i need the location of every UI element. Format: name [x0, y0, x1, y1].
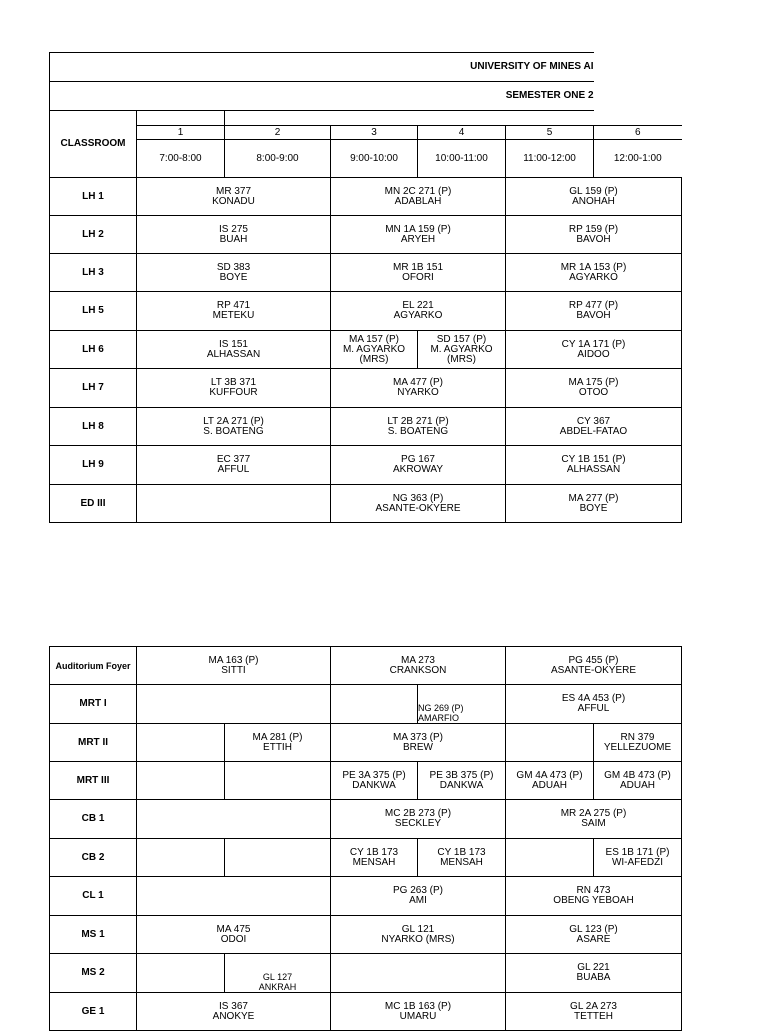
class-entry: SD 157 (P) M. AGYARKO (MRS) [430, 333, 493, 365]
table-row [50, 254, 682, 292]
class-entry: NG 363 (P) ASANTE-OKYERE [375, 492, 461, 514]
class-entry: PG 455 (P) ASANTE-OKYERE [550, 654, 637, 676]
table-row [50, 408, 682, 446]
period-time: 9:00-10:00 [331, 140, 418, 178]
class-entry: LT 2B 271 (P) S. BOATENG [387, 415, 449, 437]
class-entry: CY 1B 151 (P) ALHASSAN [561, 454, 626, 475]
class-entry: MC 2B 273 (P) SECKLEY [384, 808, 452, 829]
timetable-lower [49, 646, 682, 1031]
class-entry: RP 159 (P) BAVOH [568, 223, 619, 245]
class-entry: GL 2A 273 TETTEH [570, 1000, 617, 1022]
period-time: 11:00-12:00 [506, 140, 594, 178]
period-number: 1 [137, 126, 225, 140]
room-label: GE 1 [50, 993, 137, 1031]
class-entry: MA 281 (P) ETTIH [252, 731, 303, 753]
table-row [50, 954, 682, 993]
table-row [50, 647, 682, 685]
room-label: ED III [50, 485, 137, 523]
class-entry: GL 221 BUABA [576, 962, 611, 983]
period-time: 12:00-1:00 [594, 140, 682, 178]
class-entry: MA 277 (P) BOYE [568, 492, 619, 514]
table-row [50, 877, 682, 916]
class-entry: GL 123 (P) ASARE [569, 923, 618, 945]
class-entry: GL 127 ANKRAH [258, 972, 297, 992]
class-entry: IS 367 ANOKYE [212, 1000, 255, 1022]
period-number: 4 [418, 126, 506, 140]
class-entry: MN 2C 271 (P) ADABLAH [384, 185, 452, 207]
class-entry: MA 273 CRANKSON [389, 654, 447, 676]
class-entry: GL 121 NYARKO (MRS) [381, 923, 455, 945]
timetable-upper [49, 52, 682, 523]
class-entry: RN 379 YELLEZUOME [603, 731, 672, 753]
class-entry: MN 1A 159 (P) ARYEH [385, 223, 451, 245]
period-number: 5 [506, 126, 594, 140]
room-label: CB 1 [50, 800, 137, 839]
class-entry: SD 383 BOYE [216, 261, 251, 283]
table-row [50, 216, 682, 254]
period-time: 10:00-11:00 [418, 140, 506, 178]
class-entry: MR 1B 151 OFORI [392, 261, 444, 283]
class-entry: PG 263 (P) AMI [392, 885, 444, 906]
room-label: MRT III [50, 762, 137, 800]
class-entry: CY 1A 171 (P) AIDOO [561, 338, 626, 360]
class-entry: PE 3B 375 (P) DANKWA [429, 769, 494, 791]
class-entry: ES 1B 171 (P) WI-AFEDZI [605, 846, 670, 868]
class-entry: PG 167 AKROWAY [392, 454, 443, 475]
table-row [50, 331, 682, 369]
class-entry: MA 477 (P) NYARKO [392, 377, 444, 398]
class-entry: LT 3B 371 KUFFOUR [209, 377, 258, 398]
class-entry: MC 1B 163 (P) UMARU [384, 1000, 452, 1022]
table-row [50, 916, 682, 954]
table-row [50, 762, 682, 800]
table-row [50, 292, 682, 331]
class-entry: CY 1B 173 MENSAH [349, 846, 399, 868]
room-label: MRT II [50, 724, 137, 762]
class-entry: MA 175 (P) OTOO [568, 377, 619, 398]
class-entry: EL 221 AGYARKO [393, 300, 443, 321]
class-entry: IS 151 ALHASSAN [206, 338, 261, 360]
table-row [50, 839, 682, 877]
class-entry: NG 269 (P) AMARFIO [418, 703, 464, 723]
table-row [50, 685, 682, 724]
university-title: UNIVERSITY OF MINES AI [50, 53, 594, 82]
room-label: LH 2 [50, 216, 137, 254]
room-label: CL 1 [50, 877, 137, 916]
table-row [50, 446, 682, 485]
room-label: Auditorium Foyer [50, 647, 137, 685]
period-number: 3 [331, 126, 418, 140]
room-label: MRT I [50, 685, 137, 724]
class-entry: EC 377 AFFUL [216, 454, 251, 475]
table-row [50, 369, 682, 408]
class-entry: CY 367 ABDEL-FATAO [559, 415, 628, 437]
class-entry: PE 3A 375 (P) DANKWA [342, 769, 406, 791]
semester-title: SEMESTER ONE 2 [50, 82, 594, 111]
period-time: 8:00-9:00 [225, 140, 331, 178]
class-entry: CY 1B 173 MENSAH [437, 846, 486, 868]
table-row [50, 993, 682, 1031]
class-entry: GM 4A 473 (P) ADUAH [516, 769, 583, 791]
class-entry: MR 377 KONADU [212, 185, 255, 207]
table-row [50, 724, 682, 762]
class-entry: RP 471 METEKU [212, 300, 255, 321]
class-entry: MR 1A 153 (P) AGYARKO [560, 261, 627, 283]
class-entry: LT 2A 271 (P) S. BOATENG [203, 415, 264, 437]
room-label: LH 5 [50, 292, 137, 331]
table-row [50, 178, 682, 216]
class-entry: MA 157 (P) M. AGYARKO (MRS) [342, 333, 406, 365]
class-entry: RP 477 (P) BAVOH [568, 300, 619, 321]
classroom-header: CLASSROOM [50, 111, 137, 178]
period-number: 6 [594, 126, 682, 140]
period-number: 2 [225, 126, 331, 140]
class-entry: MA 475 ODOI [216, 923, 251, 945]
class-entry: GL 159 (P) ANOHAH [569, 185, 618, 207]
class-entry: MA 163 (P) SITTI [208, 654, 259, 676]
class-entry: GM 4B 473 (P) ADUAH [604, 769, 671, 791]
room-label: LH 6 [50, 331, 137, 369]
room-label: LH 9 [50, 446, 137, 485]
room-label: MS 2 [50, 954, 137, 993]
class-entry: RN 473 OBENG YEBOAH [553, 885, 634, 906]
class-entry: MR 2A 275 (P) SAIM [560, 808, 627, 829]
class-entry: MA 373 (P) BREW [392, 731, 444, 753]
class-entry: ES 4A 453 (P) AFFUL [561, 693, 626, 714]
room-label: LH 8 [50, 408, 137, 446]
room-label: LH 3 [50, 254, 137, 292]
period-time: 7:00-8:00 [137, 140, 225, 178]
class-entry: IS 275 BUAH [219, 223, 248, 245]
room-label: MS 1 [50, 916, 137, 954]
table-row [50, 800, 682, 839]
room-label: LH 1 [50, 178, 137, 216]
table-row [50, 485, 682, 523]
room-label: LH 7 [50, 369, 137, 408]
room-label: CB 2 [50, 839, 137, 877]
